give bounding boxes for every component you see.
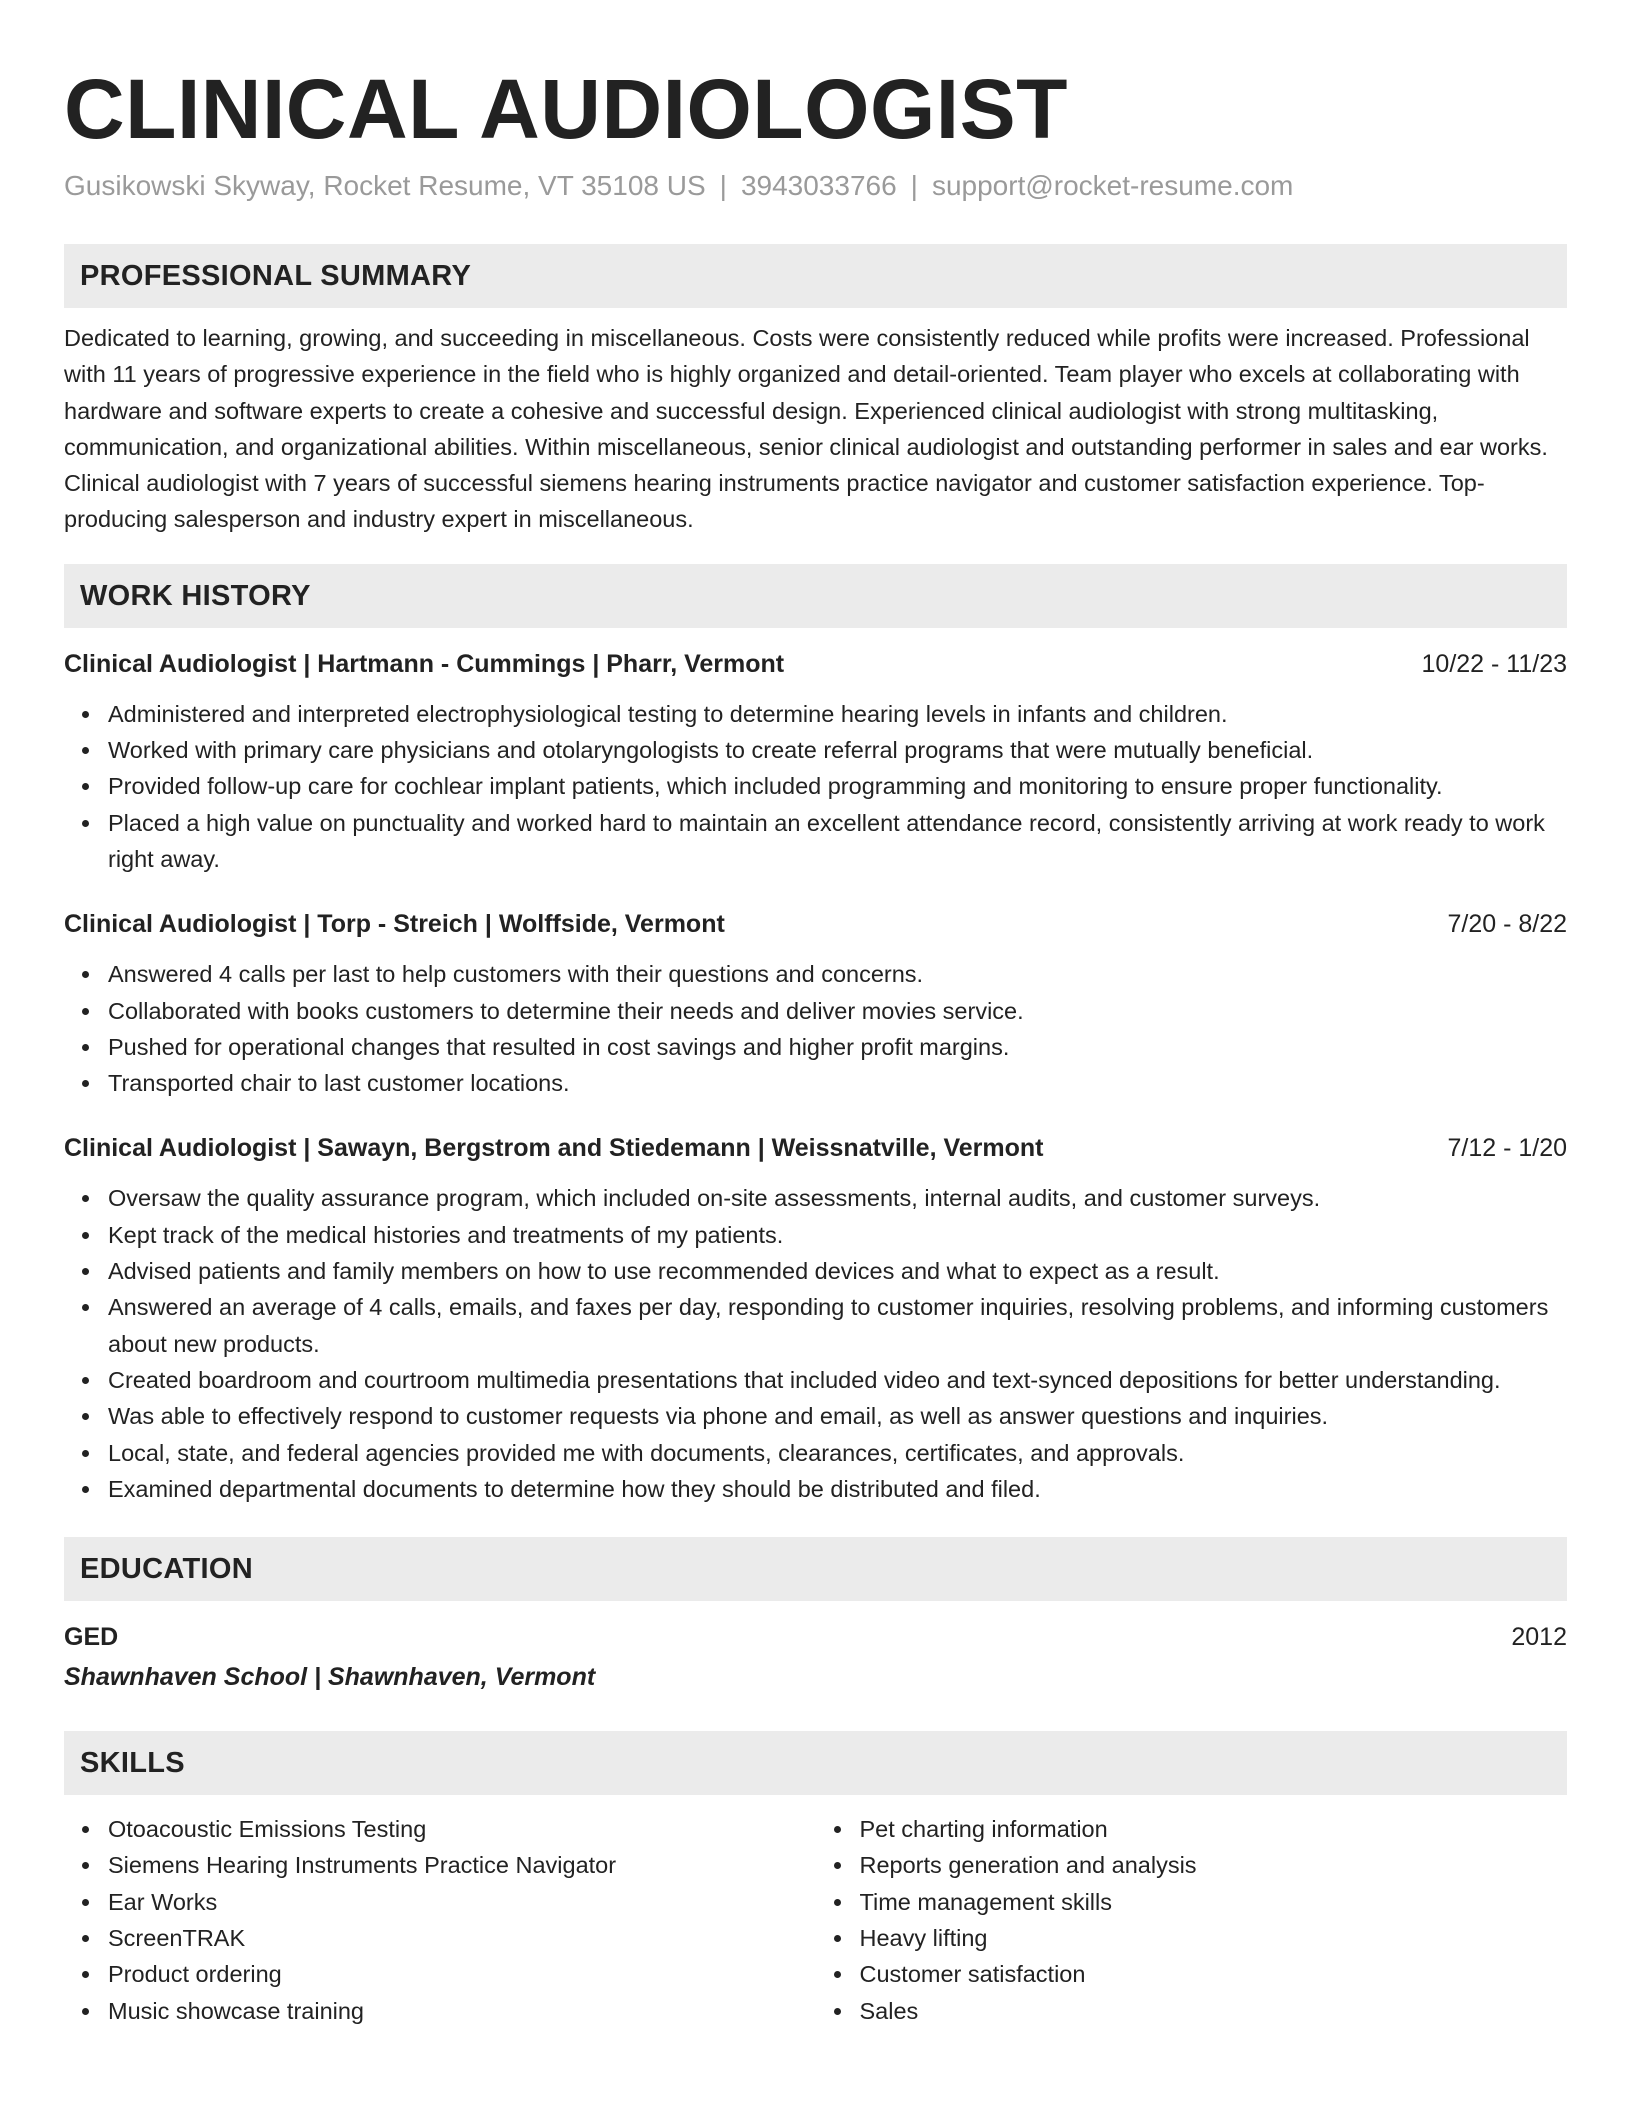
job-bullets <box>64 1180 1567 1507</box>
contact-separator: | <box>910 170 918 201</box>
education-school: Shawnhaven School | Shawnhaven, Vermont <box>64 1663 596 1692</box>
skill-item: Reports generation and analysis <box>860 1847 1568 1883</box>
job-bullet: Transported chair to last customer locations. <box>108 1065 1567 1101</box>
job-bullet: Examined departmental documents to determine how they should be distributed and filed. <box>108 1471 1567 1507</box>
job-dates: 7/12 - 1/20 <box>1447 1134 1567 1163</box>
job-header <box>64 646 1567 682</box>
job-bullet: Local, state, and federal agencies provided me with documents, clearances, certificates, and approvals. <box>108 1435 1567 1471</box>
job-bullet: Answered 4 calls per last to help customers with their questions and concerns. <box>108 956 1567 992</box>
section-heading-skills: SKILLS <box>64 1731 1567 1795</box>
job-title: Clinical Audiologist | Torp - Streich | Wolffside, Vermont <box>64 910 725 939</box>
job-entry <box>64 646 1567 877</box>
skill-item: Pet charting information <box>860 1811 1568 1847</box>
skill-item: Heavy lifting <box>860 1920 1568 1956</box>
page-title: CLINICAL AUDIOLOGIST <box>64 62 1068 156</box>
job-header <box>64 906 1567 942</box>
skill-item: Time management skills <box>860 1884 1568 1920</box>
job-bullet: Provided follow-up care for cochlear implant patients, which included programming and monitoring to ensure proper functionality. <box>108 768 1567 804</box>
job-bullet: Created boardroom and courtroom multimedia presentations that included video and text-synced depositions for better understanding. <box>108 1362 1567 1398</box>
section-heading-summary: PROFESSIONAL SUMMARY <box>64 244 1567 308</box>
job-bullet: Placed a high value on punctuality and worked hard to maintain an excellent attendance record, consistently arriving at work ready to work right away. <box>108 805 1567 878</box>
job-header <box>64 1130 1567 1166</box>
resume-page <box>64 0 1567 2029</box>
summary-text: Dedicated to learning, growing, and succeeding in miscellaneous. Costs were consistently reduced while profits were increased. Professional with 11 years of progressive experience in the field who is highly organized and detail-oriented. Team player who excels at collaborating with hardware and software experts to create a cohesive and successful design. Experienced clinical audiologist with strong multitasking, communication, and organizational abilities. Within miscellaneous, senior clinical audiologist and outstanding performer in sales and ear works. Clinical audiologist with 7 years of successful siemens hearing instruments practice navigator and customer satisfaction experience. Top-producing salesperson and industry expert in miscellaneous. <box>64 325 1548 533</box>
skill-item: Otoacoustic Emissions Testing <box>108 1811 816 1847</box>
skills-column-right <box>816 1811 1568 2029</box>
skills-column-left <box>64 1811 816 2029</box>
education-year: 2012 <box>1511 1623 1567 1652</box>
job-bullet: Worked with primary care physicians and otolaryngologists to create referral programs that were mutually beneficial. <box>108 732 1567 768</box>
job-bullet: Oversaw the quality assurance program, which included on-site assessments, internal audits, and customer surveys. <box>108 1180 1567 1216</box>
job-bullets <box>64 696 1567 877</box>
contact-email: support@rocket-resume.com <box>931 170 1294 201</box>
contact-phone: 3943033766 <box>740 170 897 201</box>
job-title: Clinical Audiologist | Hartmann - Cummings | Pharr, Vermont <box>64 649 785 678</box>
job-bullet: Answered an average of 4 calls, emails, and faxes per day, responding to customer inquiries, resolving problems, and informing customers about new products. <box>108 1289 1567 1362</box>
job-entry <box>64 906 1567 1101</box>
skill-item: Customer satisfaction <box>860 1956 1568 1992</box>
skill-item: Siemens Hearing Instruments Practice Navigator <box>108 1847 816 1883</box>
job-dates: 7/20 - 8/22 <box>1447 910 1567 939</box>
skill-item: Music showcase training <box>108 1993 816 2029</box>
contact-separator: | <box>719 170 727 201</box>
skill-item: Ear Works <box>108 1884 816 1920</box>
job-bullets <box>64 956 1567 1101</box>
job-bullet: Was able to effectively respond to customer requests via phone and email, as well as answer questions and inquiries. <box>108 1398 1567 1434</box>
section-heading-education: EDUCATION <box>64 1537 1567 1601</box>
job-bullet: Kept track of the medical histories and treatments of my patients. <box>108 1217 1567 1253</box>
section-heading-work-history: WORK HISTORY <box>64 564 1567 628</box>
job-dates: 10/22 - 11/23 <box>1421 649 1567 678</box>
job-title: Clinical Audiologist | Sawayn, Bergstrom and Stiedemann | Weissnatville, Vermont <box>64 1134 1044 1163</box>
skill-item: Product ordering <box>108 1956 816 1992</box>
contact-address: Gusikowski Skyway, Rocket Resume, VT 35108 US <box>64 170 706 201</box>
education-header <box>64 1619 1567 1655</box>
skill-item: Sales <box>860 1993 1568 2029</box>
job-bullet: Administered and interpreted electrophysiological testing to determine hearing levels in infants and children. <box>108 696 1567 732</box>
skills-list <box>64 1811 1567 2029</box>
job-bullet: Advised patients and family members on how to use recommended devices and what to expect as a result. <box>108 1253 1567 1289</box>
education-degree: GED <box>64 1623 119 1652</box>
job-entry <box>64 1130 1567 1507</box>
job-bullet: Pushed for operational changes that resulted in cost savings and higher profit margins. <box>108 1029 1567 1065</box>
job-bullet: Collaborated with books customers to determine their needs and deliver movies service. <box>108 993 1567 1029</box>
contact-line <box>64 166 1567 206</box>
skill-item: ScreenTRAK <box>108 1920 816 1956</box>
